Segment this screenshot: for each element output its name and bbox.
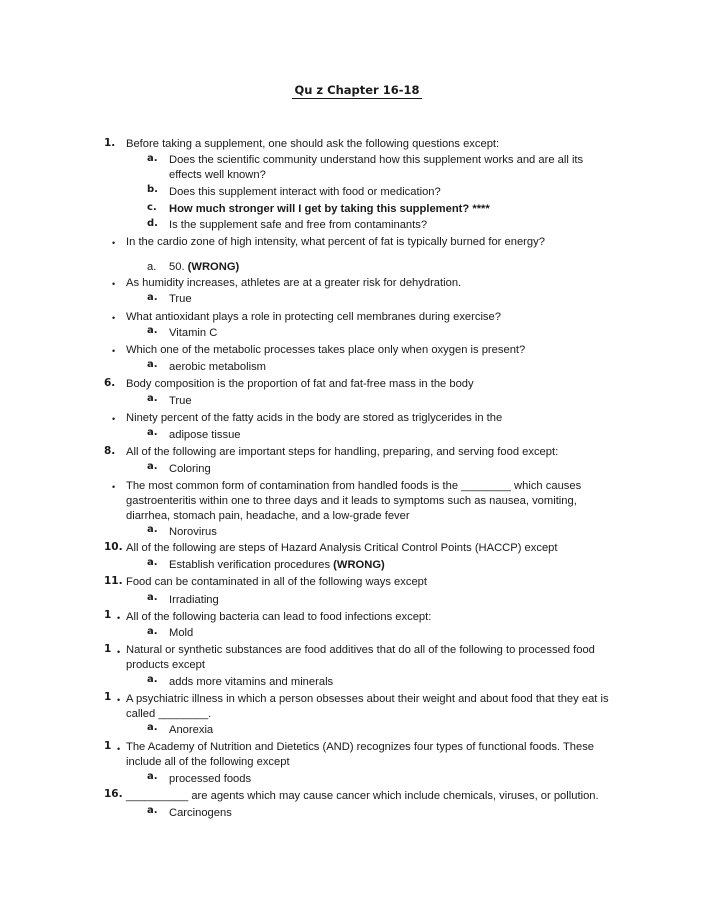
question-text: called ________.	[126, 708, 212, 720]
question-text: What antioxidant plays a role in protecting cell membranes during exercise?	[126, 311, 501, 323]
option-text: Is the supplement safe and free from contaminants?	[169, 219, 428, 231]
question-text: Before taking a supplement, one should ask the following questions except:	[126, 138, 500, 150]
option-marker: a.	[147, 626, 158, 637]
option-text-selected: How much stronger will I get by taking this supplement? ****	[169, 203, 490, 215]
question-text: gastroenteritis within one to three days and it leads to symptoms such as nausea, vomiting,	[126, 495, 577, 507]
question-text: products except	[126, 659, 205, 671]
question-text: All of the following are steps of Hazard Analysis Critical Control Points (HACCP) except	[126, 542, 558, 554]
answer-text: adds more vitamins and minerals	[169, 676, 334, 688]
question-text: A psychiatric illness in which a person obsesses about their weight and about food that they eat is	[126, 693, 609, 705]
bullet: •	[117, 744, 121, 754]
question-text: The Academy of Nutrition and Dietetics (AND) recognizes four types of functional foods. These	[126, 741, 595, 753]
answer-line	[169, 558, 385, 573]
answer-line	[169, 260, 239, 275]
option-text: Does this supplement interact with food or medication?	[169, 186, 441, 198]
question-text: In the cardio zone of high intensity, what percent of fat is typically burned for energy?	[126, 236, 545, 248]
option-marker: a.	[147, 359, 158, 370]
option-marker: a.	[147, 393, 158, 404]
option-marker: c.	[147, 202, 157, 213]
answer-text: aerobic metabolism	[169, 361, 267, 373]
page-title: Qu z Chapter 16-18	[294, 83, 420, 97]
option-marker: a.	[147, 292, 158, 303]
question-text: Food can be contaminated in all of the following ways except	[126, 576, 427, 588]
option-marker: a.	[147, 771, 158, 782]
question-number: 1.	[104, 137, 116, 149]
bullet: •	[112, 346, 116, 356]
answer-text: Mold	[169, 627, 194, 639]
answer-text: True	[169, 293, 192, 305]
option-marker: a.	[147, 722, 158, 733]
question-text: diarrhea, stomach pain, headache, and a low-grade fever	[126, 510, 410, 522]
bullet: •	[112, 482, 116, 492]
answer-text: Coloring	[169, 463, 211, 475]
answer-text: Anorexia	[169, 724, 214, 736]
question-number: 6.	[104, 377, 116, 389]
answer-text: Irradiating	[169, 594, 219, 606]
question-number: 1	[104, 643, 112, 655]
option-text: Does the scientific community understand how this supplement works and are all its	[169, 154, 584, 166]
question-number: 1	[104, 691, 112, 703]
question-text: All of the following are important steps for handling, preparing, and serving food except:	[126, 446, 559, 458]
option-marker: a.	[147, 557, 158, 568]
bullet: •	[112, 313, 116, 323]
answer-text: adipose tissue	[169, 429, 241, 441]
question-text: As humidity increases, athletes are at a greater risk for dehydration.	[126, 277, 462, 289]
question-number: 8.	[104, 445, 116, 457]
option-marker: a.	[147, 524, 158, 535]
question-text: Which one of the metabolic processes takes place only when oxygen is present?	[126, 344, 526, 356]
option-marker: a.	[147, 592, 158, 603]
answer-text: Carcinogens	[169, 807, 232, 819]
option-marker: d.	[147, 218, 158, 229]
question-text: The most common form of contamination from handled foods is the ________ which causes	[126, 480, 582, 492]
option-marker: a.	[147, 427, 158, 438]
bullet: •	[112, 414, 116, 424]
question-number: 1	[104, 740, 112, 752]
answer-value: 50.	[169, 261, 185, 273]
answer-text: Establish verification procedures	[169, 559, 331, 571]
question-number: 16.	[104, 788, 123, 800]
question-number: 1	[104, 609, 112, 621]
option-marker: b.	[147, 184, 158, 195]
option-marker: a.	[147, 153, 158, 164]
bullet: •	[112, 279, 116, 289]
bullet: •	[117, 613, 121, 623]
question-text: include all of the following except	[126, 756, 290, 768]
option-marker: a.	[147, 261, 157, 273]
option-marker: a.	[147, 461, 158, 472]
bullet: •	[117, 695, 121, 705]
question-text: All of the following bacteria can lead to food infections except:	[126, 611, 432, 623]
answer-text: processed foods	[169, 773, 252, 785]
wrong-flag: (WRONG)	[187, 261, 240, 273]
answer-text: True	[169, 395, 192, 407]
question-number: 11.	[104, 575, 123, 587]
bullet: •	[117, 647, 121, 657]
answer-text: Norovirus	[169, 526, 217, 538]
question-number: 10.	[104, 541, 123, 553]
option-text: effects well known?	[169, 169, 266, 181]
wrong-flag: (WRONG)	[333, 559, 385, 571]
question-text: Natural or synthetic substances are food additives that do all of the following to processed food	[126, 644, 595, 656]
question-text: __________ are agents which may cause cancer which include chemicals, viruses, or pollution.	[126, 790, 599, 802]
option-marker: a.	[147, 805, 158, 816]
question-text: Ninety percent of the fatty acids in the body are stored as triglycerides in the	[126, 412, 503, 424]
option-marker: a.	[147, 325, 158, 336]
answer-text: Vitamin C	[169, 327, 218, 339]
question-text: Body composition is the proportion of fat and fat-free mass in the body	[126, 378, 474, 390]
bullet: •	[112, 238, 116, 248]
option-marker: a.	[147, 674, 158, 685]
